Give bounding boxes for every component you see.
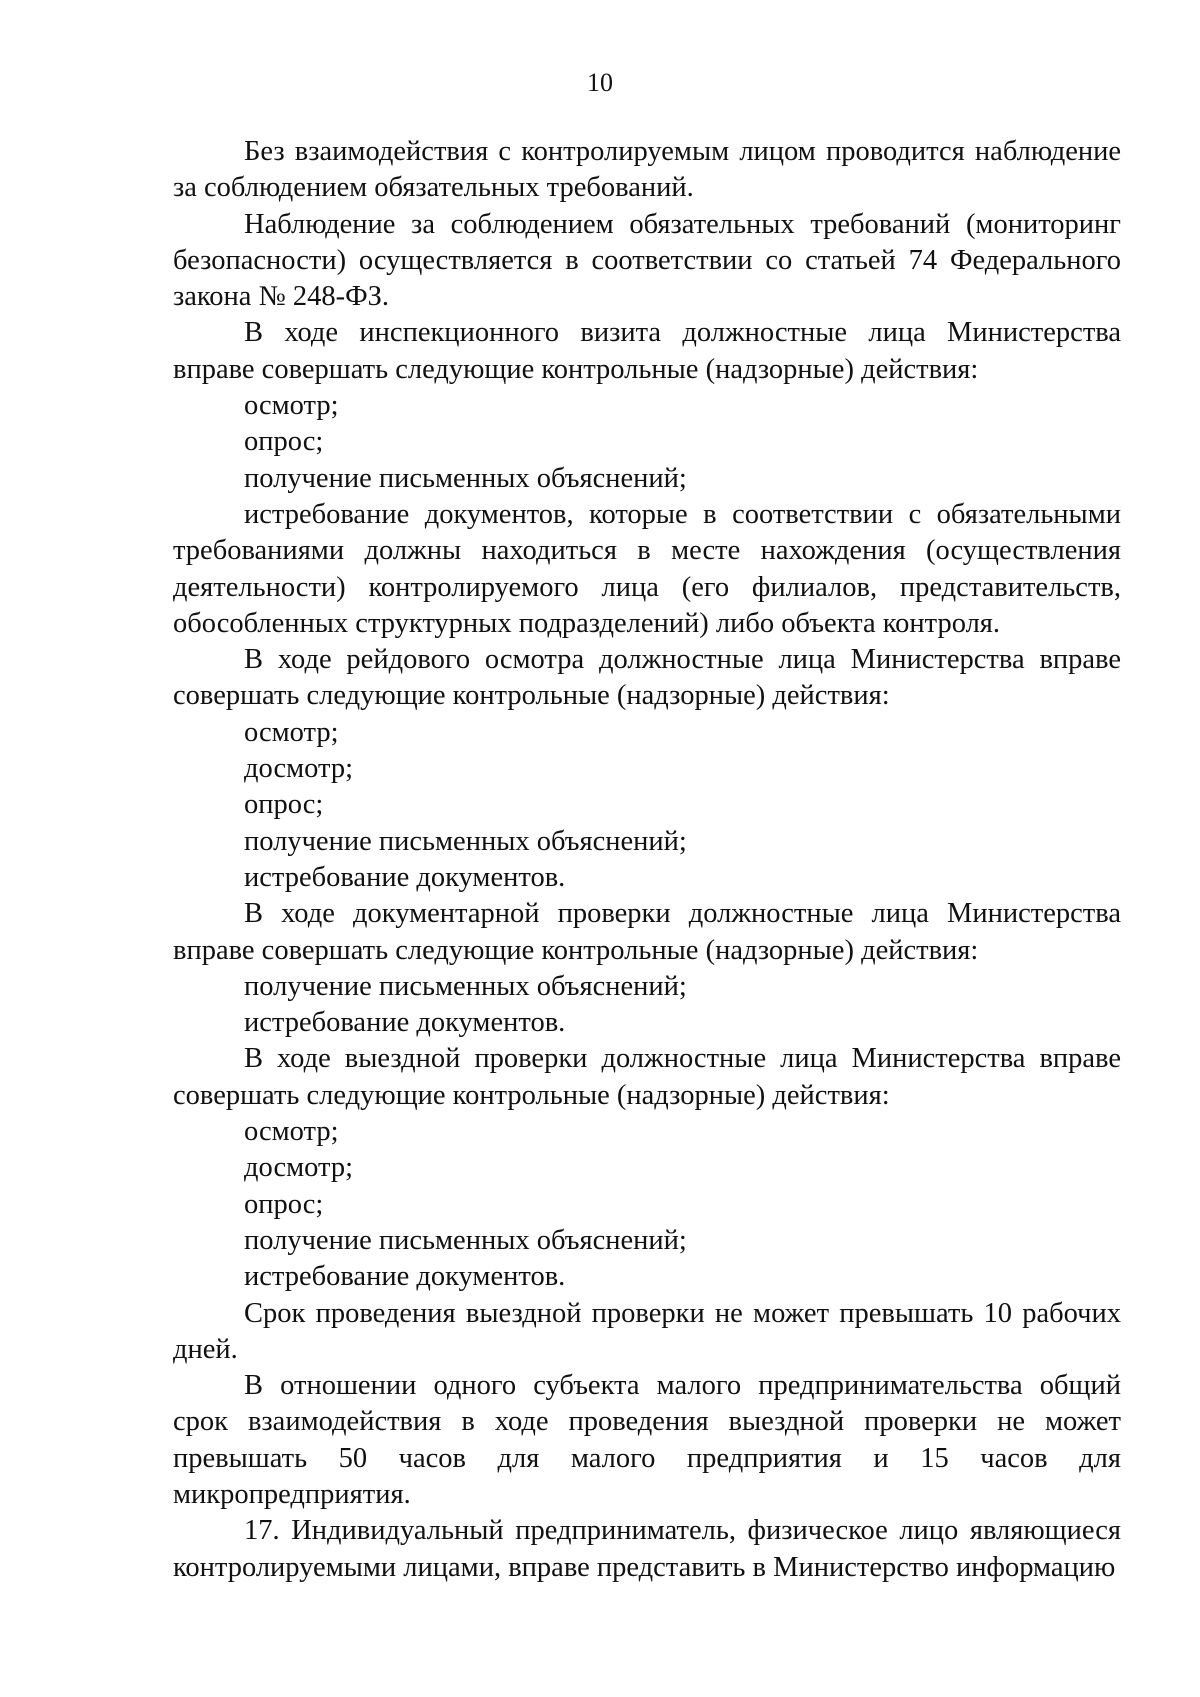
list-item: истребование документов. xyxy=(244,1007,566,1039)
list-item: получение письменных объяснений; xyxy=(244,1224,687,1256)
document-body xyxy=(173,134,1121,1586)
paragraph: Наблюдение за соблюдением обязательных требований (мониторинг безопасности) осуществляется в соответствии со статьей 74 Федерального закона № 248-ФЗ. xyxy=(173,208,1121,313)
list-item: получение письменных объяснений; xyxy=(244,970,687,1002)
paragraph: В ходе выездной проверки должностные лица Министерства вправе совершать следующие контрольные (надзорные) действия: xyxy=(173,1043,1121,1111)
list-item: истребование документов. xyxy=(244,861,566,893)
paragraph: истребование документов, которые в соответствии с обязательными требованиями должны находиться в месте нахождения (осуществления деятельности) контролируемого лица (его филиалов, представительств, обособленных структурных подразделений) либо объекта контроля. xyxy=(173,498,1121,639)
list-item: опрос; xyxy=(244,426,324,458)
list-item: осмотр; xyxy=(244,1116,339,1148)
paragraph: Срок проведения выездной проверки не может превышать 10 рабочих дней. xyxy=(173,1297,1121,1365)
list-item: получение письменных объяснений; xyxy=(244,825,687,857)
list-item: опрос; xyxy=(244,1188,324,1220)
paragraph: Без взаимодействия с контролируемым лицом проводится наблюдение за соблюдением обязательных требований. xyxy=(173,136,1121,204)
page-number: 10 xyxy=(587,68,613,97)
list-item: осмотр; xyxy=(244,716,339,748)
list-item: получение письменных объяснений; xyxy=(244,462,687,494)
list-item: истребование документов. xyxy=(244,1261,566,1293)
list-item: досмотр; xyxy=(244,1152,353,1184)
paragraph: В ходе документарной проверки должностные лица Министерства вправе совершать следующие контрольные (надзорные) действия: xyxy=(173,898,1121,966)
list-item: опрос; xyxy=(244,789,324,821)
paragraph: В ходе рейдового осмотра должностные лица Министерства вправе совершать следующие контрольные (надзорные) действия: xyxy=(173,644,1121,712)
paragraph: В ходе инспекционного визита должностные лица Министерства вправе совершать следующие контрольные (надзорные) действия: xyxy=(173,317,1121,385)
list-item: досмотр; xyxy=(244,753,353,785)
paragraph: В отношении одного субъекта малого предпринимательства общий срок взаимодействия в ходе проведения выездной проверки не может превышать 50 часов для малого предприятия и 15 часов для микропредприятия. xyxy=(173,1370,1121,1510)
paragraph: 17. Индивидуальный предприниматель, физическое лицо являющиеся контролируемыми лицами, вправе представить в Министерство информацию xyxy=(173,1515,1121,1583)
list-item: осмотр; xyxy=(244,390,339,422)
